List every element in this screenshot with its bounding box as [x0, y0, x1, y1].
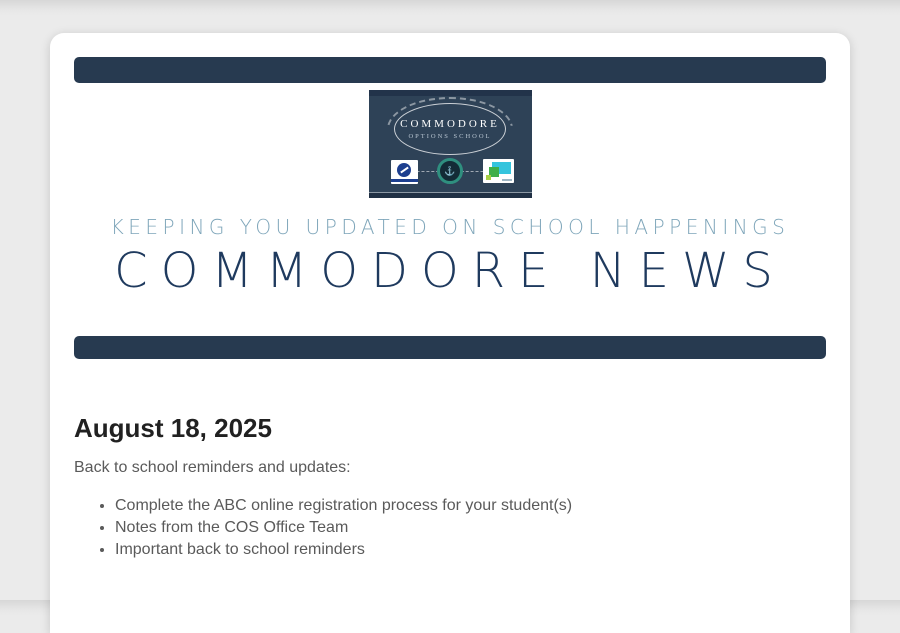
- header-bar-bottom: [74, 336, 826, 359]
- article-date-heading: August 18, 2025: [74, 413, 272, 443]
- school-seal-icon: ⚓: [437, 158, 463, 184]
- newsletter-title: COMMODORE NEWS: [114, 243, 786, 299]
- header-bar-top: [74, 57, 826, 83]
- school-emblem-oval: [394, 103, 506, 155]
- mini-logo-caption-bar: [391, 179, 418, 182]
- logo-top-strip: [369, 90, 532, 96]
- article-intro: Back to school reminders and updates:: [74, 459, 351, 476]
- swoosh-disc-icon: [397, 163, 411, 177]
- newsletter-tagline: KEEPING YOU UPDATED ON SCHOOL HAPPENINGS: [110, 215, 790, 239]
- bullet-item: • Notes from the COS Office Team: [115, 517, 826, 539]
- district-logo-caption-bar: [502, 179, 512, 181]
- quality-mark-icon: [391, 160, 418, 184]
- bullet-item: • Complete the ABC online registration process for your student(s): [115, 495, 826, 517]
- article-bullet-list: [74, 495, 826, 561]
- newsletter-card: [50, 33, 850, 633]
- district-logo-icon: [483, 159, 514, 183]
- logo-bottom-strip: [369, 192, 532, 198]
- district-logo-lime-block: [486, 175, 491, 180]
- partner-logos-row: [369, 157, 532, 187]
- bullet-item: • Important back to school reminders: [115, 539, 826, 561]
- school-subtitle: OPTIONS SCHOOL: [408, 133, 492, 140]
- school-name: COMMODORE: [400, 118, 500, 130]
- school-logo: [369, 90, 532, 198]
